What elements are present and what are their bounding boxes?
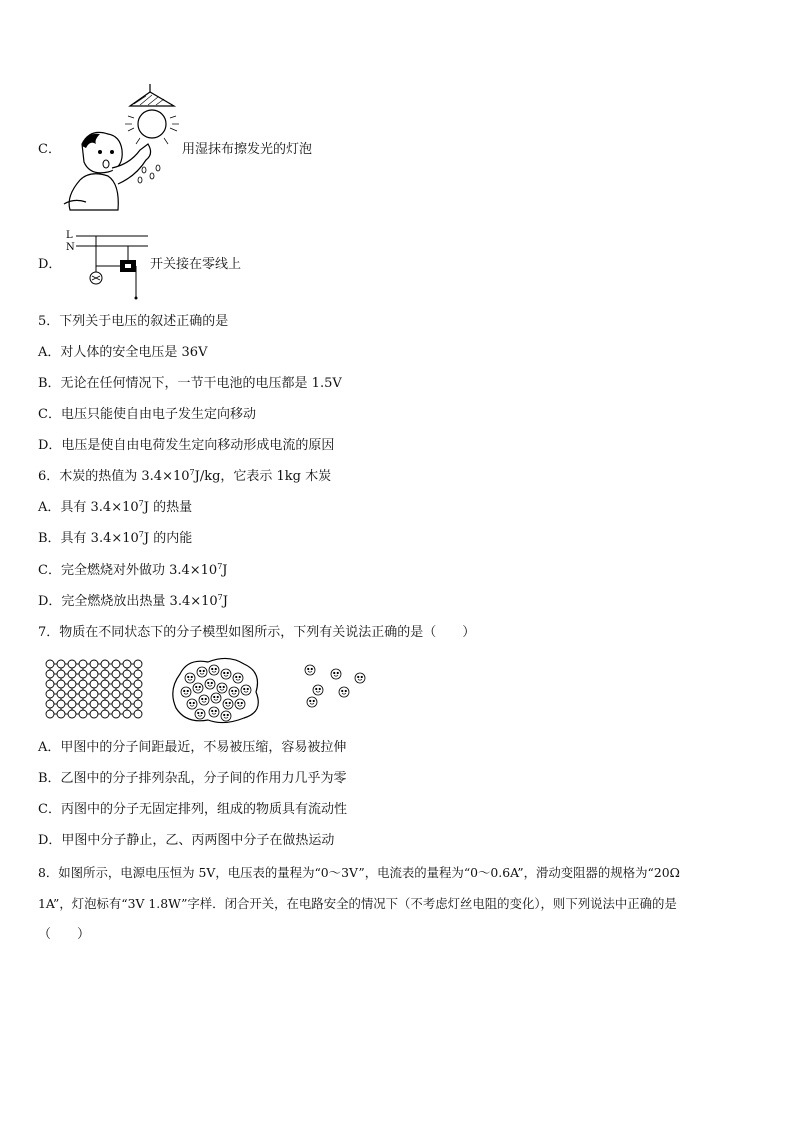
molecule-circle [68,690,76,698]
molecule-circle [46,700,54,708]
molecule-circle [241,685,251,695]
molecule-circle [112,670,120,678]
molecule-circle [123,670,131,678]
molecule-circle [101,670,109,678]
molecule-circle [339,687,349,697]
q5-option-a: A．对人体的安全电压是 36V [38,345,208,360]
molecule-circle [46,660,54,668]
molecule-circle [307,697,317,707]
molecule-circle [79,670,87,678]
q6-option-a: A．具有 $3.4\times 10^7J$ 的热量 [38,499,193,515]
molecule-circle [235,699,245,709]
molecule-circle [209,707,219,717]
molecule-circle [195,709,205,719]
molecule-circle [185,673,195,683]
molecule-circle [90,680,98,688]
molecule-circle [90,700,98,708]
molecule-circle [57,680,65,688]
q8-stem-line3: （ ） [38,927,91,942]
molecule-circle [79,710,87,718]
molecule-circle [305,665,315,675]
molecule-circle [79,700,87,708]
molecule-circle [57,710,65,718]
molecule-circle [229,687,239,697]
molecule-circle [112,680,120,688]
molecule-circle [134,660,142,668]
solid-molecule-figure [42,658,146,720]
q7-option-a: A．甲图中的分子间距最近，不易被压缩，容易被拉伸 [38,740,347,755]
q7-option-b: B．乙图中的分子排列杂乱，分子间的作用力几乎为零 [38,771,347,786]
molecule-circle [46,670,54,678]
wipe-bulb-figure [60,84,182,214]
q6-option-d: D．完全燃烧放出热量 $3.4\times 10^7J$ [38,593,228,609]
molecule-circle [57,670,65,678]
molecule-circle [112,700,120,708]
molecule-circle [209,665,219,675]
molecule-circle [221,669,231,679]
gas-molecule-figure [296,662,372,708]
molecule-circle [355,673,365,683]
molecule-circle [57,690,65,698]
q4-option-c-label: C． [38,142,61,157]
molecule-circle [123,680,131,688]
molecule-circle [123,660,131,668]
molecule-circle [123,710,131,718]
q5-stem: 5．下列关于电压的叙述正确的是 [38,314,229,329]
molecule-circle [68,700,76,708]
molecule-circle [134,680,142,688]
molecule-circle [211,693,221,703]
q7-option-c: C．丙图中的分子无固定排列，组成的物质具有流动性 [38,802,347,817]
molecule-circle [57,660,65,668]
q8-stem-line1: 8．如图所示，电源电压恒为 5V，电压表的量程为“0～3V”，电流表的量程为“0～0.6A”，滑动变阻器的规格为“20Ω [38,865,680,880]
molecule-circle [217,683,227,693]
q4-option-d-label: D． [38,257,62,272]
molecule-circle [223,699,233,709]
q4-option-c-caption: 用湿抹布擦发光的灯泡 [182,142,313,157]
q5-option-c: C．电压只能使自由电子发生定向移动 [38,407,256,422]
molecule-circle [90,660,98,668]
molecule-circle [101,680,109,688]
q6-stem: 6．木炭的热值为 $3.4\times 10^7J/kg$，它表示 1kg 木炭 [38,468,332,484]
q7-stem: 7．物质在不同状态下的分子模型如图所示，下列有关说法正确的是（ ） [38,625,476,640]
q6-option-b: B．具有 $3.4\times 10^7J$ 的内能 [38,530,193,546]
molecule-circle [46,710,54,718]
molecule-circle [112,710,120,718]
neutral-wire-label: N [66,242,75,253]
molecule-circle [193,683,203,693]
molecule-circle [68,710,76,718]
molecule-circle [205,679,215,689]
molecule-circle [134,690,142,698]
molecule-circle [181,687,191,697]
molecule-circle [68,660,76,668]
liquid-molecule-figure [168,654,262,724]
q5-option-d: D．电压是使自由电荷发生定向移动形成电流的原因 [38,438,335,453]
molecule-circle [68,680,76,688]
molecule-circle [101,700,109,708]
molecule-circle [187,699,197,709]
molecule-circle [112,690,120,698]
q4-option-d-caption: 开关接在零线上 [150,257,242,272]
molecule-circle [79,690,87,698]
molecule-circle [101,660,109,668]
molecule-circle [68,670,76,678]
molecule-circle [197,667,207,677]
molecule-circle [134,700,142,708]
molecule-circle [46,690,54,698]
q6-option-c: C．完全燃烧对外做功 $3.4\times 10^7J$ [38,562,228,578]
molecule-circle [233,673,243,683]
q7-option-d: D．甲图中分子静止，乙、丙两图中分子在做热运动 [38,833,335,848]
molecule-circle [134,710,142,718]
molecule-circle [90,710,98,718]
molecule-circle [101,690,109,698]
molecule-circle [90,670,98,678]
molecule-circle [199,695,209,705]
molecule-circle [90,690,98,698]
switch-on-neutral-figure [62,228,150,304]
molecule-circle [57,700,65,708]
molecule-circle [79,680,87,688]
molecule-circle [123,700,131,708]
live-wire-label: L [66,230,73,241]
q8-stem-line2: 1A”，灯泡标有“3V 1.8W”字样．闭合开关，在电路安全的情况下（不考虑灯丝电阻的变化），则下列说法中正确的是 [38,896,677,911]
molecule-circle [134,670,142,678]
q5-option-b: B．无论在任何情况下，一节干电池的电压都是 1.5V [38,376,342,391]
molecule-circle [46,680,54,688]
molecule-circle [331,669,341,679]
molecule-circle [123,690,131,698]
molecule-circle [221,711,231,721]
molecule-circle [112,660,120,668]
molecule-circle [101,710,109,718]
molecule-circle [79,660,87,668]
molecule-circle [313,685,323,695]
